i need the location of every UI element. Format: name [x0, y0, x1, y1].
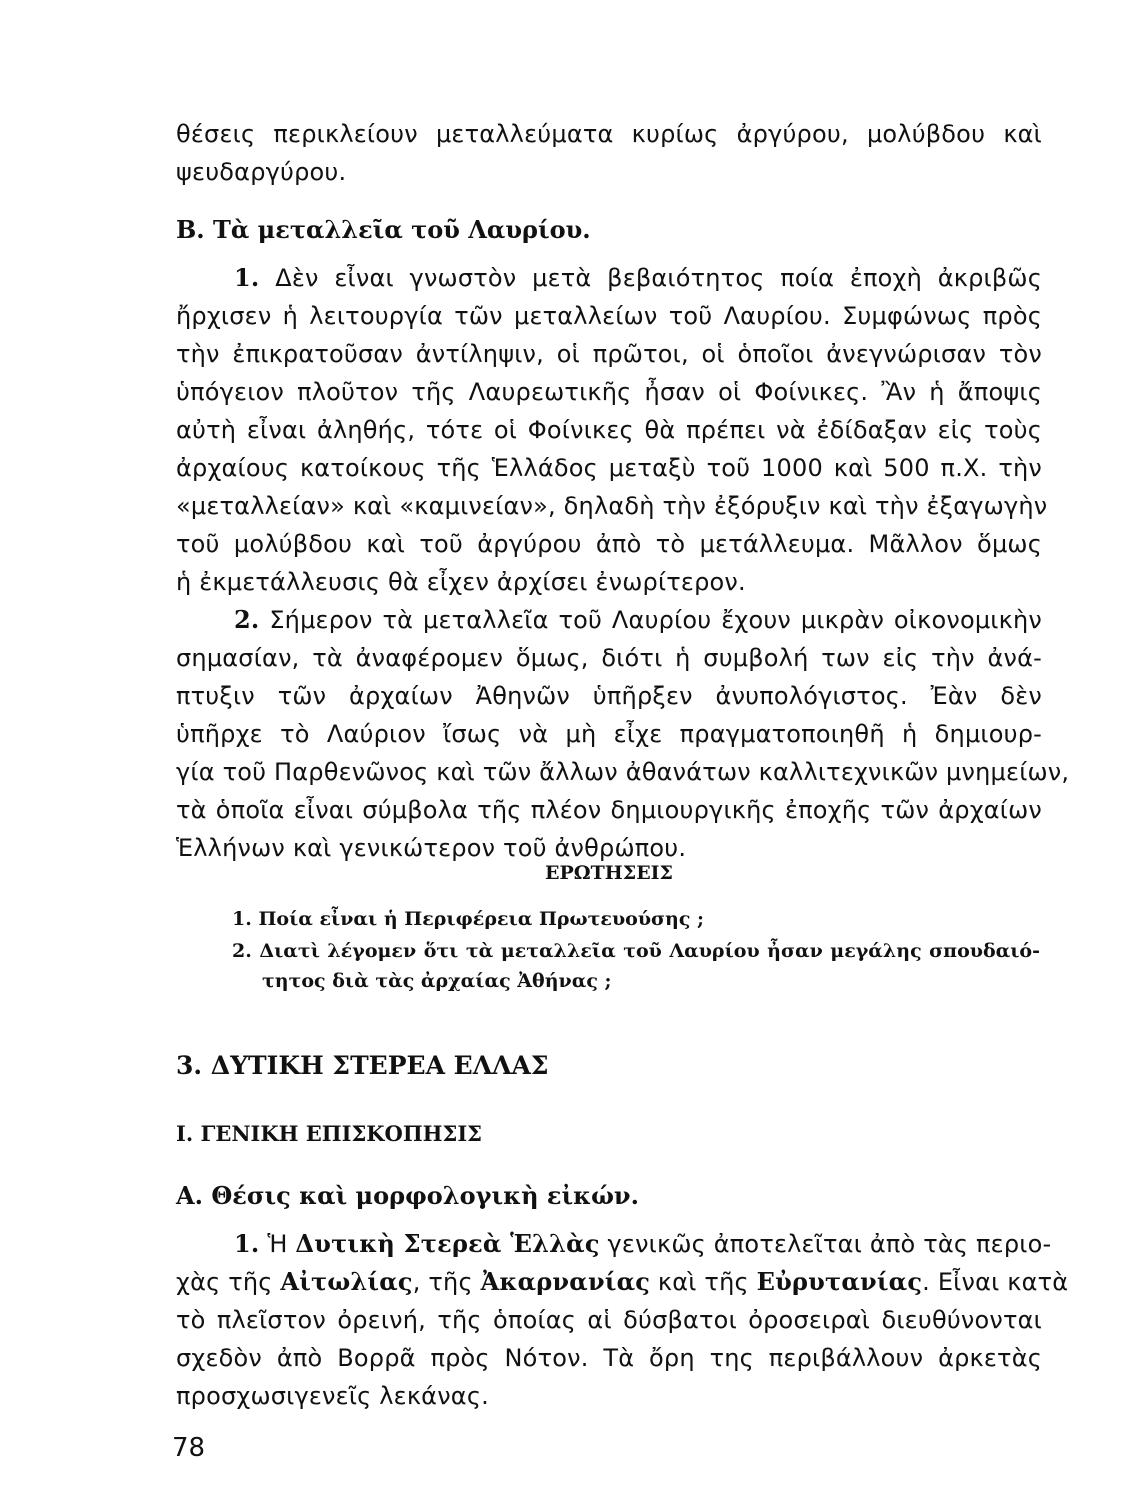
bold-term: Αἰτωλίας	[280, 1267, 413, 1296]
text-line	[176, 1264, 1069, 1300]
text-line: προσχωσιγενεῖς λεκάνας.	[176, 1382, 489, 1410]
text-span: καὶ τῆς	[650, 1268, 757, 1296]
text-line	[176, 260, 1042, 296]
text-span: χὰς τῆς	[176, 1268, 281, 1296]
text-line: σχεδὸν ἀπὸ Βορρᾶ πρὸς Νότον. Τὰ ὄρη της περιβάλλουν ἀρκετὰς	[176, 1344, 1042, 1372]
text-span: Σήμερον τὰ μεταλλεῖα τοῦ Λαυρίου ἔχουν μικρὰν οἰκονομικὴν	[269, 606, 1042, 634]
section-a-heading: Α. Θέσις καὶ μορφολογικὴ εἰκών.	[176, 1181, 639, 1210]
text-line: ὑπῆρχε τὸ Λαύριον ἴσως νὰ μὴ εἶχε πραγματοποιηθῆ ἡ δημιουρ-	[176, 720, 1042, 748]
text-line: αὐτὴ εἶναι ἀληθής, τότε οἱ Φοίνικες θὰ πρέπει νὰ ἐδίδαξαν εἰς τοὺς	[176, 416, 1042, 444]
section-b-heading: Β. Τὰ μεταλλεῖα τοῦ Λαυρίου.	[176, 215, 591, 244]
bold-term: Ἀκαρνανίας	[480, 1267, 651, 1296]
question-item: 2. Διατὶ λέγομεν ὅτι τὰ μεταλλεῖα τοῦ Λαυρίου ἦσαν μεγάλης σπουδαιό-	[232, 940, 1040, 962]
subchapter-title: Ι. ΓΕΝΙΚΗ ΕΠΙΣΚΟΠΗΣΙΣ	[176, 1121, 483, 1146]
question-item: 1. Ποία εἶναι ἡ Περιφέρεια Πρωτευούσης ;	[232, 908, 705, 930]
text-span: . Εἶναι κατὰ	[922, 1268, 1069, 1296]
text-line	[176, 1226, 1052, 1262]
question-item: τητος διὰ τὰς ἀρχαίας Ἀθήνας ;	[262, 970, 612, 992]
text-line: «μεταλλείαν» καὶ «καμινείαν», δηλαδὴ τὴν ἐξόρυξιν καὶ τὴν ἐξαγωγὴν	[176, 492, 1048, 520]
text-span: γενικῶς ἀποτελεῖται ἀπὸ τὰς περιο-	[599, 1230, 1052, 1258]
text-line: τὰ ὁποῖα εἶναι σύμβολα τῆς πλέον δημιουργικῆς ἐποχῆς τῶν ἀρχαίων	[176, 796, 1042, 824]
text-line: σημασίαν, τὰ ἀναφέρομεν ὅμως, διότι ἡ συμβολή των εἰς τὴν ἀνά-	[176, 644, 1042, 672]
text-line: πτυξιν τῶν ἀρχαίων Ἀθηνῶν ὑπῆρξεν ἀνυπολόγιστος. Ἐὰν δὲν	[176, 682, 1042, 710]
text-line: γία τοῦ Παρθενῶνος καὶ τῶν ἄλλων ἀθανάτων καλλιτεχνικῶν μνημείων,	[176, 758, 1070, 786]
questions-heading: ΕΡΩΤΗΣΕΙΣ	[544, 862, 673, 884]
text-line: Ἑλλήνων καὶ γενικώτερον τοῦ ἀνθρώπου.	[176, 834, 687, 862]
paragraph-number: 2.	[234, 605, 260, 634]
bold-term: Δυτικὴ Στερεὰ Ἑλλὰς	[295, 1229, 600, 1258]
text-line	[176, 602, 1042, 638]
text-line: ὑπόγειον πλοῦτον τῆς Λαυρεωτικῆς ἦσαν οἱ Φοίνικες. Ἂν ἡ ἄποψις	[176, 378, 1042, 406]
text-line: ἀρχαίους κατοίκους τῆς Ἑλλάδος μεταξὺ τοῦ 1000 καὶ 500 π.Χ. τὴν	[176, 454, 1042, 482]
text-line: τὸ πλεῖστον ὀρεινή, τῆς ὁποίας αἱ δύσβατοι ὀροσειραὶ διευθύνονται	[176, 1306, 1042, 1334]
paragraph-number: 1.	[234, 1229, 260, 1258]
text-line: θέσεις περικλείουν μεταλλεύματα κυρίως ἀργύρου, μολύβδου καὶ	[176, 120, 1042, 148]
bold-term: Εὐρυτανίας	[756, 1267, 923, 1296]
text-line: τοῦ μολύβδου καὶ τοῦ ἀργύρου ἀπὸ τὸ μετάλλευμα. Μᾶλλον ὅμως	[176, 530, 1042, 558]
chapter-title: 3. ΔΥΤΙΚΗ ΣΤΕΡΕΑ ΕΛΛΑΣ	[176, 1051, 549, 1080]
text-line: ἡ ἐκμετάλλευσις θὰ εἶχεν ἀρχίσει ἐνωρίτερον.	[176, 568, 746, 596]
paragraph-number: 1.	[234, 263, 260, 292]
text-line: ἤρχισεν ἡ λειτουργία τῶν μεταλλείων τοῦ Λαυρίου. Συμφώνως πρὸς	[176, 302, 1042, 330]
page-number: 78	[172, 1433, 206, 1463]
text-line: τὴν ἐπικρατοῦσαν ἀντίληψιν, οἱ πρῶτοι, οἱ ὁποῖοι ἀνεγνώρισαν τὸν	[176, 340, 1042, 368]
text-span: Δὲν εἶναι γνωστὸν μετὰ βεβαιότητος ποία ἐποχὴ ἀκριβῶς	[275, 264, 1042, 292]
text-span: Ἡ	[267, 1230, 296, 1258]
text-span: , τῆς	[412, 1268, 481, 1296]
text-line: ψευδαργύρου.	[176, 158, 347, 186]
